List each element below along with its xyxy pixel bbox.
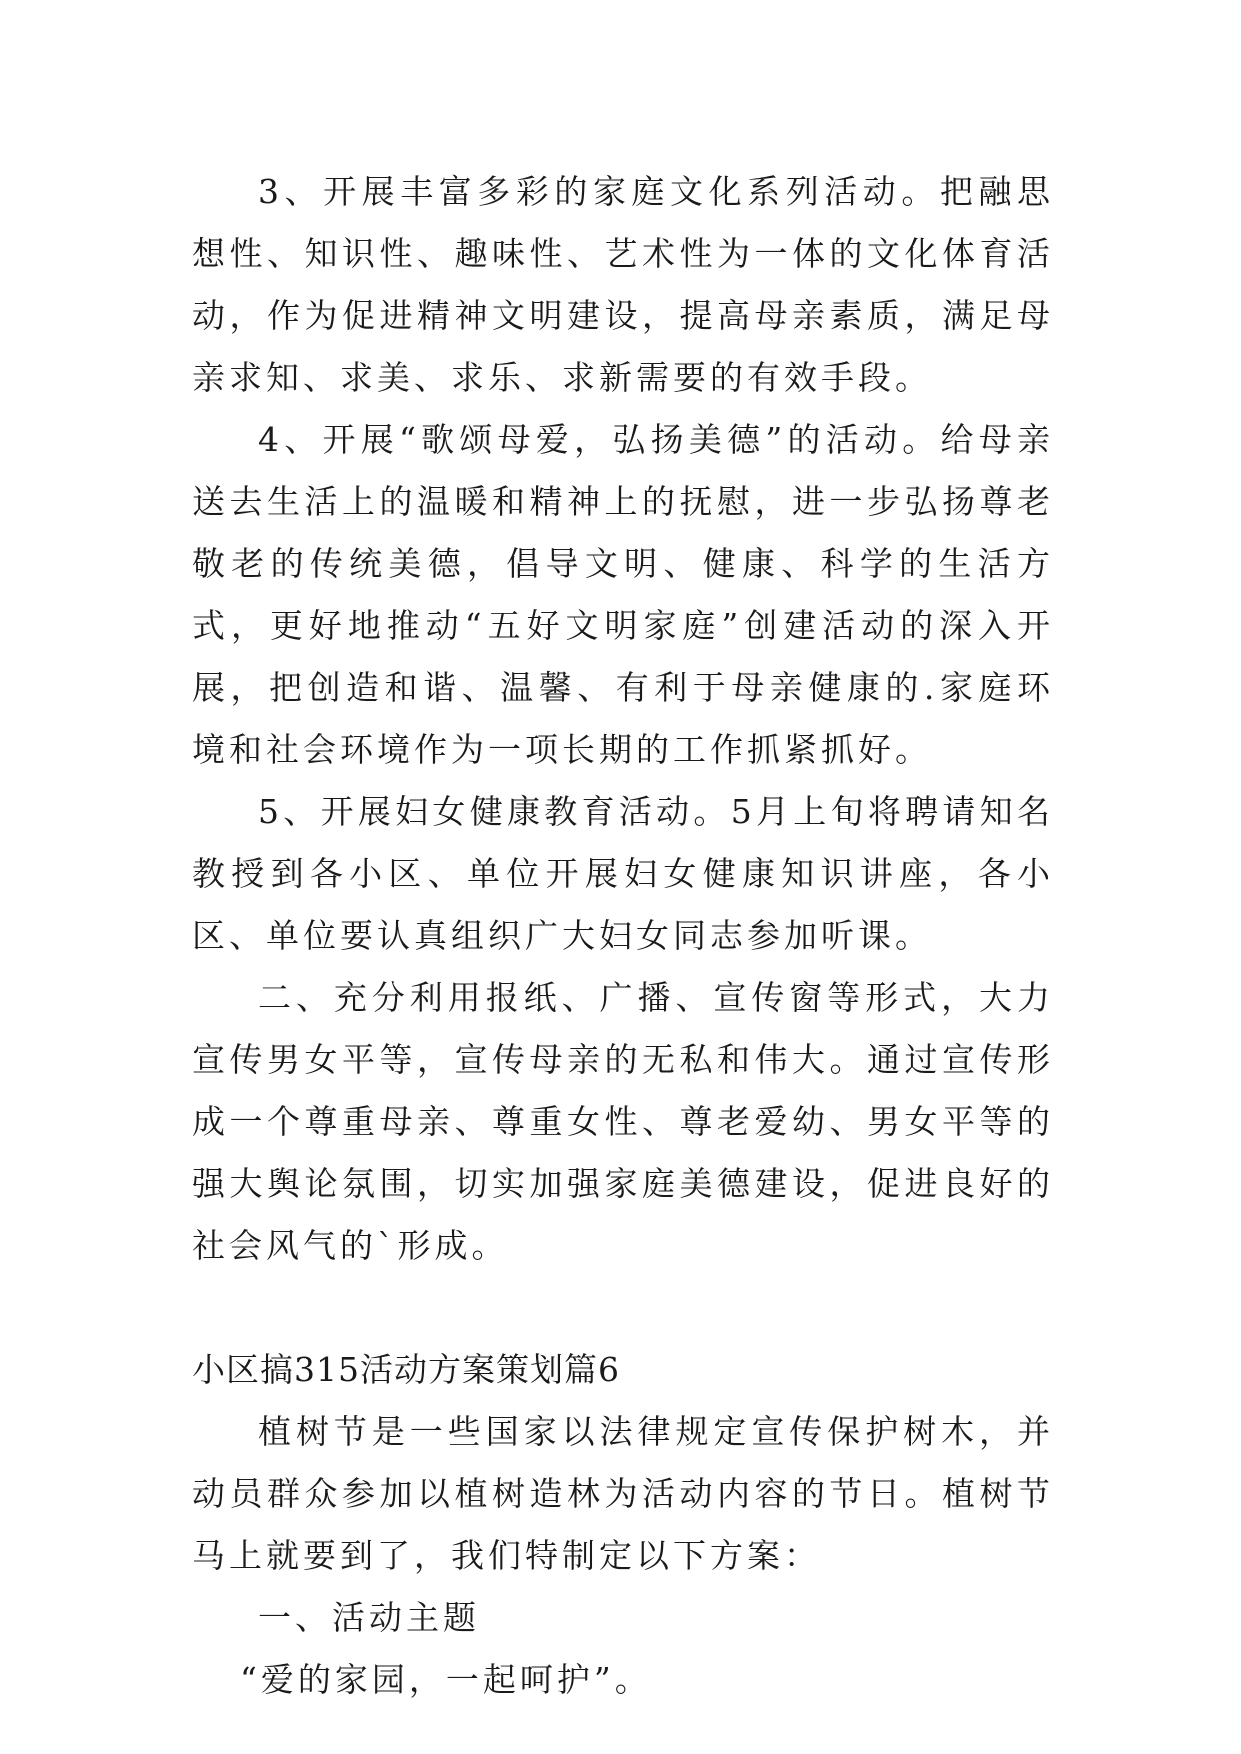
theme-slogan: “爱的家园，一起呵护”。	[240, 1660, 652, 1699]
subheading-activity-theme: 一、活动主题	[258, 1598, 480, 1637]
paragraph-women-health: 5、开展妇女健康教育活动。5月上旬将聘请知名教授到各小区、单位开展妇女健康知识讲座，各小区、单位要认真组织广大妇女同志参加听课。	[192, 792, 1054, 955]
paragraph-praise-mother: 4、开展“歌颂母爱，弘扬美德”的活动。给母亲送去生活上的温暖和精神上的抚慰，进一步弘扬尊老敬老的传统美德，倡导文明、健康、科学的生活方式，更好地推动“五好文明家庭”创建活动的深入开展，把创造和谐、温馨、有利于母亲健康的.家庭环境和社会环境作为一项长期的工作抓紧抓好。	[192, 420, 1054, 769]
document-body	[192, 161, 1054, 1711]
paragraph-publicity: 二、充分利用报纸、广播、宣传窗等形式，大力宣传男女平等，宣传母亲的无私和伟大。通过宣传形成一个尊重母亲、尊重女性、尊老爱幼、男女平等的强大舆论氛围，切实加强家庭美德建设，促进良好的社会风气的`形成。	[192, 978, 1054, 1265]
section-title: 小区搞315活动方案策划篇6	[192, 1350, 620, 1389]
paragraph-family-culture: 3、开展丰富多彩的家庭文化系列活动。把融思想性、知识性、趣味性、艺术性为一体的文化体育活动，作为促进精神文明建设，提高母亲素质，满足母亲求知、求美、求乐、求新需要的有效手段。	[192, 172, 1054, 397]
paragraph-arbor-day-intro: 植树节是一些国家以法律规定宣传保护树木，并动员群众参加以植树造林为活动内容的节日。植树节马上就要到了，我们特制定以下方案：	[192, 1412, 1054, 1575]
